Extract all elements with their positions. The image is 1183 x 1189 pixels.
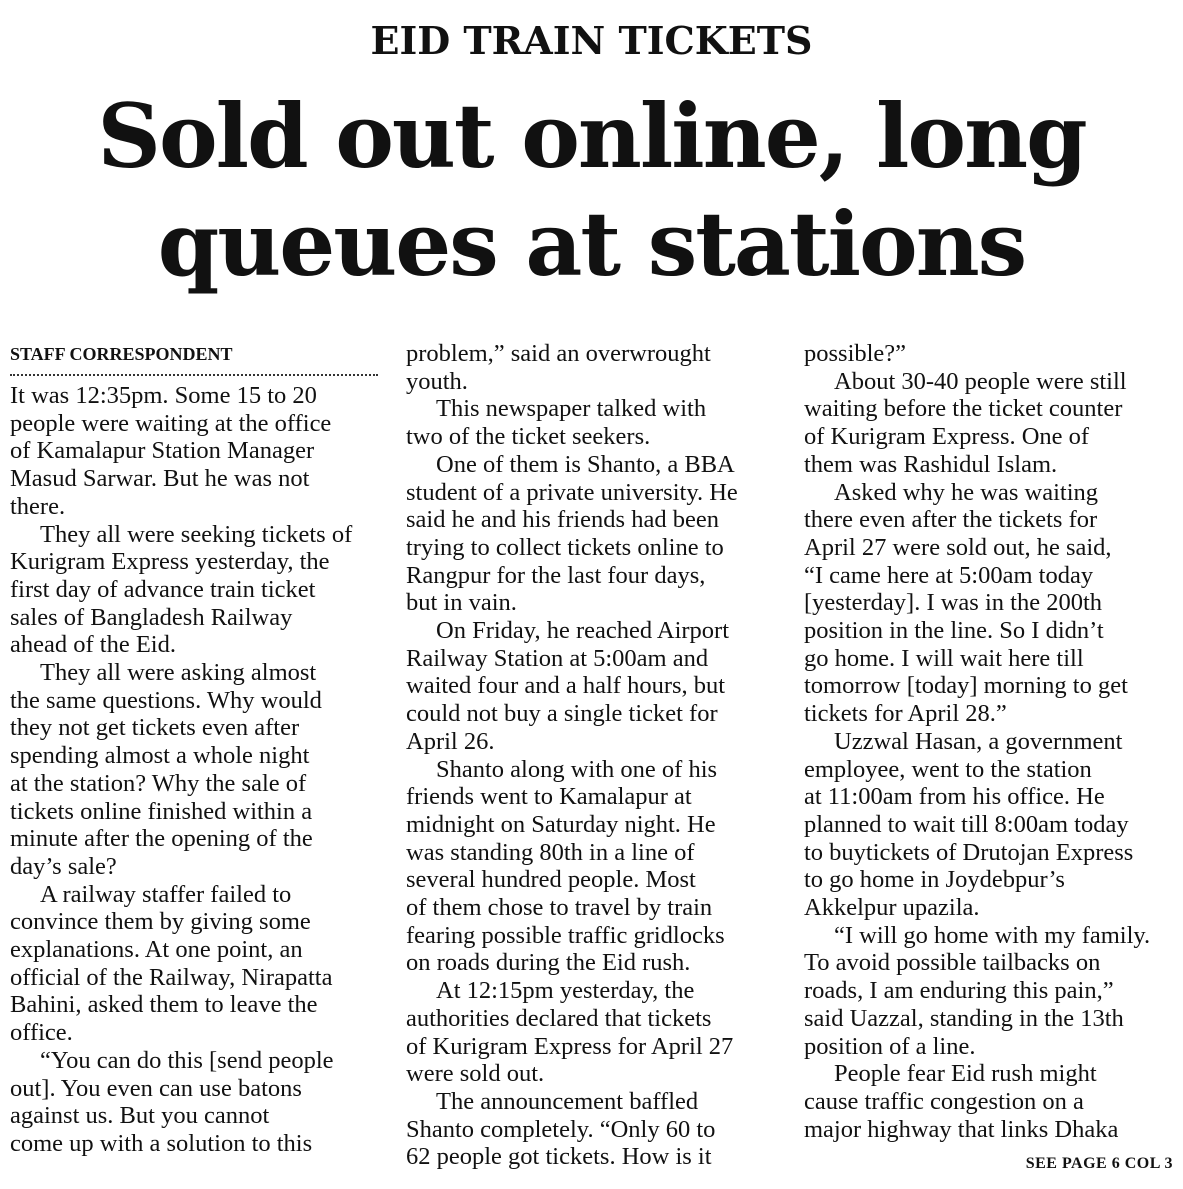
text-line: said Uazzal, standing in the 13th — [804, 1004, 1124, 1032]
text-line: Bahini, asked them to leave the — [10, 991, 318, 1019]
byline-divider — [10, 374, 378, 376]
headline — [0, 82, 1183, 298]
text-line: position in the line. So I didn’t — [804, 617, 1104, 645]
text-line: midnight on Saturday night. He — [406, 810, 716, 838]
text-line: tomorrow [today] morning to get — [804, 672, 1128, 700]
text-line: The announcement baffled — [436, 1087, 699, 1115]
text-line: against us. But you cannot — [10, 1102, 270, 1130]
text-line: April 27 were sold out, he said, — [804, 533, 1112, 561]
text-line: It was 12:35pm. Some 15 to 20 — [10, 382, 317, 409]
text-line: office. — [10, 1019, 73, 1047]
text-line: waited four and a half hours, but — [406, 672, 726, 700]
text-line: several hundred people. Most — [406, 866, 696, 894]
text-line: roads, I am enduring this pain,” — [804, 977, 1114, 1005]
article-column-2 — [406, 340, 776, 1171]
text-line: on roads during the Eid rush. — [406, 949, 691, 977]
text-line: people were waiting at the office — [10, 409, 332, 437]
text-line: out]. You even can use batons — [10, 1074, 302, 1102]
text-line: tickets for April 28.” — [804, 700, 1007, 728]
text-line: there even after the tickets for — [804, 506, 1098, 534]
text-line: position of a line. — [804, 1032, 976, 1060]
text-line: Kurigram Express yesterday, the — [10, 548, 330, 576]
text-line: A railway staffer failed to — [40, 880, 292, 908]
text-line: there. — [10, 492, 66, 520]
text-line: trying to collect tickets online to — [406, 533, 724, 561]
text-line: spending almost a whole night — [10, 742, 310, 770]
text-line: About 30-40 people were still — [834, 367, 1127, 395]
text-line: come up with a solution to this — [10, 1129, 313, 1157]
text-line: Rangpur for the last four days, — [406, 561, 706, 589]
text-line: convince them by giving some — [10, 908, 311, 936]
text-line: cause traffic congestion on a — [804, 1087, 1084, 1115]
text-line: explanations. At one point, an — [10, 936, 303, 964]
text-line: “I came here at 5:00am today — [804, 561, 1094, 589]
text-line: sales of Bangladesh Railway — [10, 603, 293, 631]
headline-line-2: queues at stations — [157, 192, 1026, 296]
text-line: tickets online finished within a — [10, 797, 313, 825]
text-line: Shanto along with one of his — [436, 755, 718, 783]
text-line: of Kurigram Express for April 27 — [406, 1032, 734, 1060]
text-line: “I will go home with my family. — [834, 921, 1151, 949]
text-line: day’s sale? — [10, 852, 117, 880]
text-line: them was Rashidul Islam. — [804, 450, 1058, 478]
text-line: go home. I will wait here till — [804, 644, 1084, 672]
text-line: friends went to Kamalapur at — [406, 783, 692, 811]
byline: STAFF CORRESPONDENT — [10, 344, 233, 364]
text-line: two of the ticket seekers. — [406, 423, 651, 451]
text-line: the same questions. Why would — [10, 686, 322, 714]
text-line: of Kurigram Express. One of — [804, 423, 1090, 451]
text-line: waiting before the ticket counter — [804, 395, 1123, 423]
column-3-text — [804, 340, 1174, 1143]
text-line: April 26. — [406, 727, 495, 755]
text-line: [yesterday]. I was in the 200th — [804, 589, 1102, 617]
text-line: minute after the opening of the — [10, 825, 313, 853]
text-line: fearing possible traffic gridlocks — [406, 921, 725, 949]
text-line: to go home in Joydebpur’s — [804, 866, 1065, 894]
text-line: youth. — [406, 367, 468, 395]
continuation-note: SEE PAGE 6 COL 3 — [1025, 1155, 1173, 1172]
text-line: This newspaper talked with — [436, 395, 707, 423]
text-line: but in vain. — [406, 589, 517, 617]
text-line: Akkelpur upazila. — [804, 894, 980, 922]
text-line: problem,” said an overwrought — [406, 340, 711, 367]
text-line: employee, went to the station — [804, 755, 1092, 783]
text-line: Asked why he was waiting — [834, 478, 1099, 506]
column-1-text — [10, 382, 380, 1158]
text-line: planned to wait till 8:00am today — [804, 810, 1129, 838]
text-line: Uzzwal Hasan, a government — [834, 727, 1123, 755]
text-line: “You can do this [send people — [40, 1046, 334, 1074]
headline-line-1: Sold out online, long — [97, 84, 1086, 188]
text-line: they not get tickets even after — [10, 714, 300, 742]
text-line: ahead of the Eid. — [10, 631, 176, 659]
article-column-3 — [804, 340, 1174, 1143]
text-line: at 11:00am from his office. He — [804, 783, 1105, 811]
text-line: to buytickets of Drutojan Express — [804, 838, 1134, 866]
kicker: EID TRAIN TICKETS — [370, 18, 813, 63]
text-line: was standing 80th in a line of — [406, 838, 695, 866]
text-line: authorities declared that tickets — [406, 1004, 712, 1032]
text-line: official of the Railway, Nirapatta — [10, 963, 333, 991]
text-line: At 12:15pm yesterday, the — [436, 977, 695, 1005]
text-line: major highway that links Dhaka — [804, 1115, 1119, 1143]
text-line: at the station? Why the sale of — [10, 769, 307, 797]
text-line: of Kamalapur Station Manager — [10, 437, 315, 465]
text-line: People fear Eid rush might — [834, 1060, 1097, 1088]
text-line: could not buy a single ticket for — [406, 700, 718, 728]
text-line: possible?” — [804, 340, 907, 367]
text-line: They all were seeking tickets of — [40, 520, 353, 548]
text-line: said he and his friends had been — [406, 506, 719, 534]
text-line: One of them is Shanto, a BBA — [436, 450, 735, 478]
text-line: were sold out. — [406, 1060, 545, 1088]
article-column-1 — [10, 340, 380, 1158]
text-line: Masud Sarwar. But he was not — [10, 465, 310, 493]
text-line: They all were asking almost — [40, 659, 317, 687]
text-line: student of a private university. He — [406, 478, 738, 506]
text-line: of them chose to travel by train — [406, 894, 713, 922]
text-line: Railway Station at 5:00am and — [406, 644, 709, 672]
column-2-text — [406, 340, 776, 1171]
text-line: Shanto completely. “Only 60 to — [406, 1115, 716, 1143]
text-line: On Friday, he reached Airport — [436, 617, 729, 645]
text-line: 62 people got tickets. How is it — [406, 1143, 712, 1171]
text-line: To avoid possible tailbacks on — [804, 949, 1101, 977]
text-line: first day of advance train ticket — [10, 575, 316, 603]
